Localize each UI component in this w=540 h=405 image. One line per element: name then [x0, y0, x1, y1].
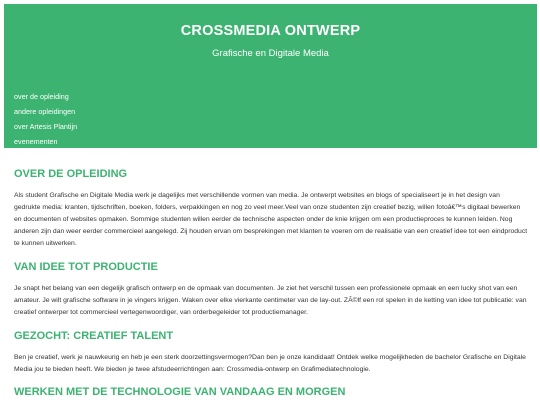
nav-link-over-de-opleiding[interactable]: over de opleiding — [14, 92, 69, 101]
site-subtitle: Grafische en Digitale Media — [212, 48, 329, 59]
site-header — [4, 4, 537, 148]
nav-link-over-artesis-plantijn[interactable]: over Artesis Plantijn — [14, 122, 78, 131]
section-heading: OVER DE OPLEIDING — [14, 168, 128, 180]
section-heading: WERKEN MET DE TECHNOLOGIE VAN VANDAAG EN MORGEN — [14, 386, 346, 398]
main-nav — [14, 86, 77, 146]
section-text: Je snapt het belang van een degelijk grafisch ontwerp en de opmaak van documenten. Je ziet het verschil tussen een professionele opmaak en een lucky shot van een amateur. Je wilt grafische software in je vingers krijgen. Waken over elke vierkante centimeter van de lay-out. ZÃ©lf een rol spelen in de ketting van idee tot publicatie: van creatief ontwerper tot commercieel vertegenwoordiger, van orderbegeleider tot productiemanager. — [14, 285, 527, 316]
section-van-idee-tot-productie — [14, 260, 528, 319]
nav-link-evenementen[interactable]: evenementen — [14, 137, 58, 146]
section-heading: VAN IDEE TOT PRODUCTIE — [14, 261, 158, 273]
nav-item-evenementen — [14, 131, 77, 146]
section-text: Als student Grafische en Digitale Media werk je dagelijks met verschillende vormen van media. Je ontwerpt websites en blogs of specialiseert je in het design van gedrukte media: kranten, tijdschriften, boeken, folders, verpakkingen en nog zo veel meer.Veel van onze studenten zijn creatief bezig, willen fotoâ€™s digitaal bewerken en documenten of websites opmaken. Sommige studenten willen eerder de technische aspecten onder de knie krijgen om een productieproces te kunnen leiden. Nog anderen zijn dan weer eerder commercieel aangelegd. Zij houden ervan om besprekingen met klanten te voeren om de realisatie van een creatief idee tot een eindproduct te kunnen uitwerken. — [14, 192, 528, 247]
nav-item-over-artesis-plantijn — [14, 116, 77, 131]
nav-link-andere-opleidingen[interactable]: andere opleidingen — [14, 107, 76, 116]
section-heading: GEZOCHT: CREATIEF TALENT — [14, 330, 174, 342]
nav-item-over-de-opleiding — [14, 86, 77, 101]
section-over-de-opleiding — [14, 167, 528, 250]
nav-item-andere-opleidingen — [14, 101, 77, 116]
section-werken-met-technologie — [14, 385, 528, 399]
section-gezocht-creatief-talent — [14, 329, 528, 376]
site-title: CROSSMEDIA ONTWERP — [180, 23, 361, 39]
section-text: Ben je creatief, werk je nauwkeurig en heb je een sterk doorzettingsvermogen?Dan ben je onze kandidaat! Ontdek welke mogelijkheden de bachelor Grafische en Digitale Media jou te bieden heeft. We bieden je twee afstudeerrichtingen aan: Crossmedia-ontwerp en Grafimediatechnologie. — [14, 354, 526, 373]
